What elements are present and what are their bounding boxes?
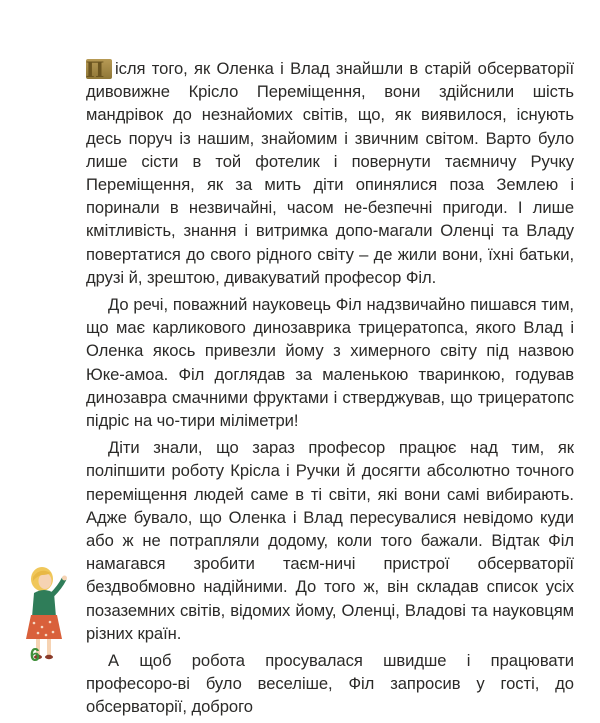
line: нашим, знайомим і звичним світом. Варто було лише сісти в той <box>86 128 574 171</box>
line: ісля того, як Оленка і Влад знайшли в старій обсерваторії <box>115 59 574 78</box>
line: тири міліметри! <box>179 411 299 431</box>
line: А щоб робота просувалася швидше і працювати професоро- <box>86 651 574 694</box>
line: Діти знали, що зараз професор працює над тим, як поліпшити <box>86 438 574 481</box>
paragraph-1 <box>86 57 574 289</box>
paragraph-3 <box>86 436 574 645</box>
line: Філ. <box>405 267 437 287</box>
line: діти опинялися поза Землею і поринали в незвичайні, часом не- <box>86 175 575 218</box>
line: додому, коли того бажали. Відтак Філ намагався зробити таєм- <box>86 531 575 574</box>
line: безпечні пригоди. І лише кмітливість, знання і витримка допо- <box>86 198 575 241</box>
line: амоа. Філ доглядав за маленькою тваринкою, годував динозавра <box>86 364 574 407</box>
line: магали Оленці та Владу повертатися до свого рідного світу – де <box>86 221 574 264</box>
line: жили вони, їхні батьки, друзі й, зрештою, дивакуватий професор <box>86 244 574 287</box>
line: смачними фруктами і стверджував, що трицератопс підріс на чо- <box>86 387 574 431</box>
line: ничі пристрої обсерваторії бездвобмовно надійними. До того ж, <box>86 554 574 597</box>
paragraph-2 <box>86 293 574 432</box>
line: дивовижне Крісло Переміщення, вони здійснили шість мандрівок <box>86 82 574 125</box>
line: До речі, поважний науковець Філ надзвичайно пишався тим, <box>108 295 574 315</box>
line: він складав список усіх позаземних світів, відомих йому, Оленці, <box>86 577 574 620</box>
line: людей саме в ті світи, які вони самі вибирають. Адже бувало, що <box>86 484 574 527</box>
paragraph-4 <box>86 649 574 719</box>
line: Оленка якось привезли йому з химерного світу під назвою Юке- <box>86 341 574 384</box>
page-number: 6 <box>30 645 41 665</box>
girl-illustration <box>20 565 70 670</box>
line: що має карликового динозаврика трицератопса, якого Влад і <box>86 318 574 338</box>
line: роботу Крісла і Ручки й досягти абсолютно точного переміщення <box>86 461 575 504</box>
line: Оленка і Влад пересувалися невідомо куди або ж не потрапляли <box>86 507 574 551</box>
line: ві було веселіше, Філ запросив у гості, до обсерваторії, доброго <box>86 674 574 717</box>
line: фотелик і повернути таємничу Ручку Переміщення, як за мить <box>86 151 574 195</box>
page-text <box>86 57 574 723</box>
line: до незнайомих світів, що, як виявилося, існують десь поруч із <box>86 105 575 148</box>
line: Владові та науковцям різних країн. <box>86 600 574 643</box>
drop-cap: П <box>86 59 112 79</box>
